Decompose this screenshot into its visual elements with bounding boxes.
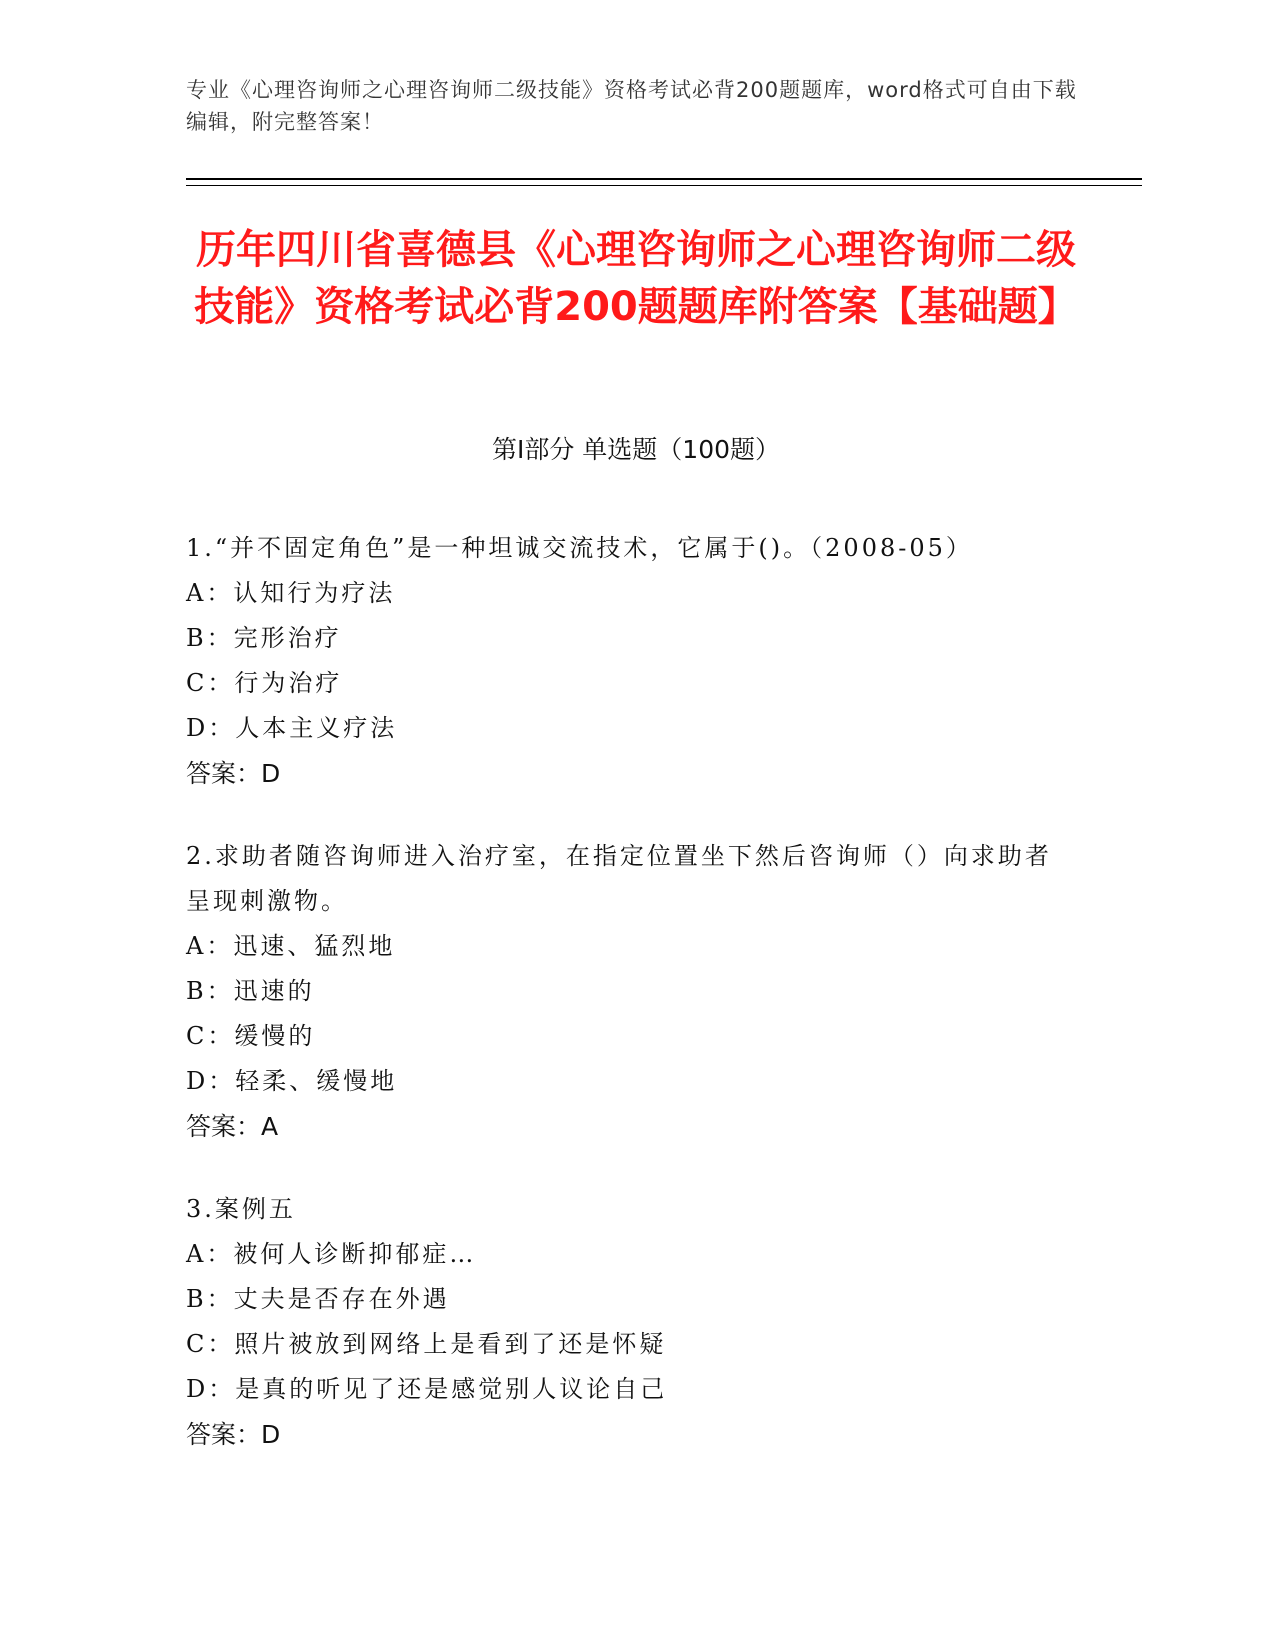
answer: 答案：D: [186, 759, 281, 788]
option-b: B：迅速的: [186, 977, 315, 1005]
option-a: A：被何人诊断抑郁症…: [186, 1240, 477, 1268]
header-rule-thin: [186, 185, 1142, 186]
option-d: D：是真的听见了还是感觉别人议论自己: [186, 1375, 668, 1403]
option-d: D：轻柔、缓慢地: [186, 1067, 398, 1095]
option-b: B：丈夫是否存在外遇: [186, 1285, 450, 1313]
question-2: [186, 834, 1056, 1149]
header-note: 专业《心理咨询师之心理咨询师二级技能》资格考试必背200题题库，word格式可自由下载编辑，附完整答案！: [186, 78, 1077, 134]
question-stem: 3.案例五: [186, 1195, 296, 1223]
question-list: [186, 526, 1056, 1495]
option-a: A：认知行为疗法: [186, 579, 396, 607]
question-3: [186, 1187, 1056, 1457]
option-d: D：人本主义疗法: [186, 714, 398, 742]
option-c: C：缓慢的: [186, 1022, 316, 1050]
answer: 答案：A: [186, 1112, 279, 1141]
answer: 答案：D: [186, 1420, 281, 1449]
section-heading: 第Ⅰ部分 单选题（100题）: [491, 435, 781, 464]
option-c: C：照片被放到网络上是看到了还是怀疑: [186, 1330, 667, 1358]
question-1: [186, 526, 1056, 796]
option-b: B：完形治疗: [186, 624, 342, 652]
header-rule-thick: [186, 178, 1142, 180]
option-c: C：行为治疗: [186, 669, 343, 697]
question-stem: 1.“并不固定角色”是一种坦诚交流技术，它属于()。（2008-05）: [186, 534, 973, 562]
document-title: 历年四川省喜德县《心理咨询师之心理咨询师二级技能》资格考试必背200题题库附答案【基础题】: [194, 227, 1078, 330]
option-a: A：迅速、猛烈地: [186, 932, 396, 960]
question-stem: 2.求助者随咨询师进入治疗室，在指定位置坐下然后咨询师（）向求助者呈现刺激物。: [186, 842, 1052, 915]
